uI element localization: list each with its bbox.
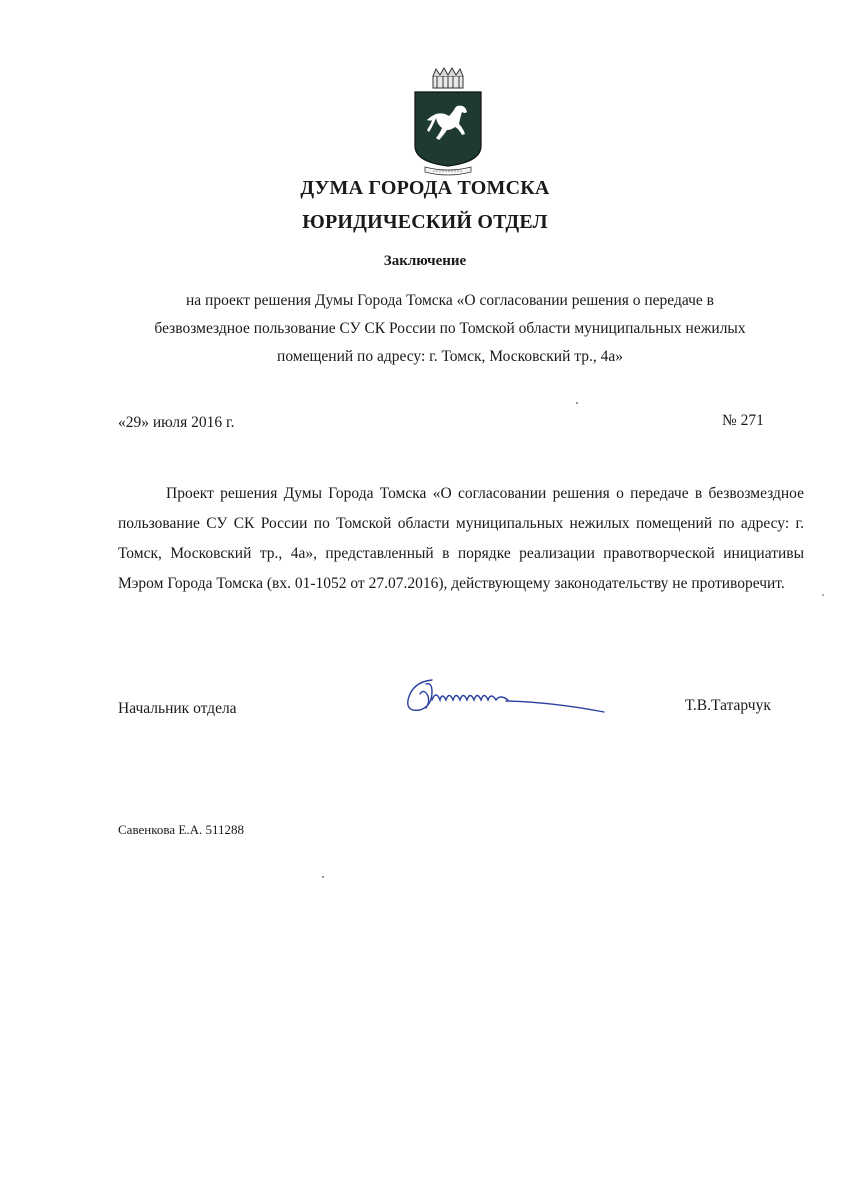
org-name: ДУМА ГОРОДА ТОМСКА — [300, 177, 550, 199]
document-body: Проект решения Думы Города Томска «О согласовании решения о передаче в безвозмездное пользование СУ СК России по Томской области муниципальных нежилых помещений по адресу: г. Томск, Московский тр., 4а», представленный в порядке реализации правотворческой инициативы Мэром Города Томска (вх. 01-1052 от 27.07.2016), действующему законодательству не противоречит. — [118, 485, 804, 592]
department-name: ЮРИДИЧЕСКИЙ ОТДЕЛ — [302, 211, 548, 233]
executor-contact: Савенкова Е.А. 511288 — [118, 822, 244, 837]
document-date: «29» июля 2016 г. — [118, 414, 235, 431]
document-number: № 271 — [722, 412, 764, 429]
signatory-position: Начальник отдела — [118, 700, 237, 717]
tomsk-coat-of-arms-icon — [409, 66, 487, 178]
subject-line: помещений по адресу: г. Томск, Московский тр., 4а» — [277, 348, 623, 365]
handwritten-signature-icon — [402, 670, 608, 720]
subject-line: безвозмездное пользование СУ СК России по Томской области муниципальных нежилых — [154, 320, 746, 337]
document-subject — [118, 287, 782, 371]
scan-speck — [576, 402, 578, 404]
scan-speck — [822, 594, 824, 596]
subject-line: на проект решения Думы Города Томска «О согласовании решения о передаче в — [186, 292, 714, 309]
document-type-title: Заключение — [383, 253, 467, 269]
signatory-name: Т.В.Татарчук — [685, 697, 771, 714]
scan-speck — [322, 876, 324, 878]
